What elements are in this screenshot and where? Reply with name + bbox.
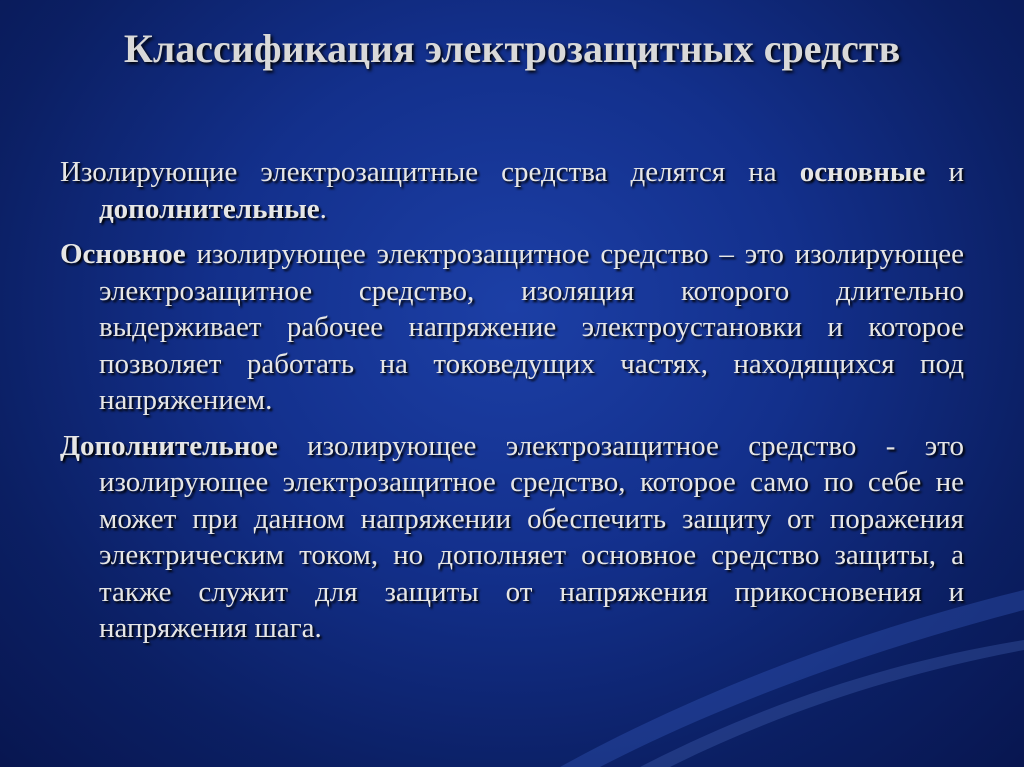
paragraph-lead-text: Изолирующие электрозащитные средства делятся на — [60, 156, 800, 188]
paragraph-additional-definition — [60, 428, 964, 647]
bold-term-additional-definition: Дополнительное — [60, 429, 278, 462]
basic-definition-text: изолирующее электрозащитное средство – это изолирующее электрозащитное средство, изоляция которого длительно выдерживает рабочее напряжение электроустановки и которое позволяет работать на токоведущих частях, находящихся под напряжением. — [99, 238, 964, 416]
bold-term-additional: дополнительные — [99, 192, 320, 225]
additional-definition-text: изолирующее электрозащитное средство - это изолирующее электрозащитное средство, которое само по себе не может при данном напряжении обеспечить защиту от поражения электрическим током, но дополняет основное средство защиты, а также служит для защиты от напряжения прикосновения и напряжения шага. — [99, 429, 964, 644]
bold-term-basic: основные — [799, 156, 926, 188]
paragraph-basic-definition — [60, 236, 964, 419]
slide-title: Классификация электрозащитных средств — [123, 26, 901, 71]
conjunction-text: и — [925, 156, 964, 188]
bold-term-basic-definition: Основное — [60, 238, 186, 270]
slide-body — [60, 154, 964, 656]
paragraph-classification — [60, 154, 964, 227]
period-text: . — [319, 192, 327, 225]
